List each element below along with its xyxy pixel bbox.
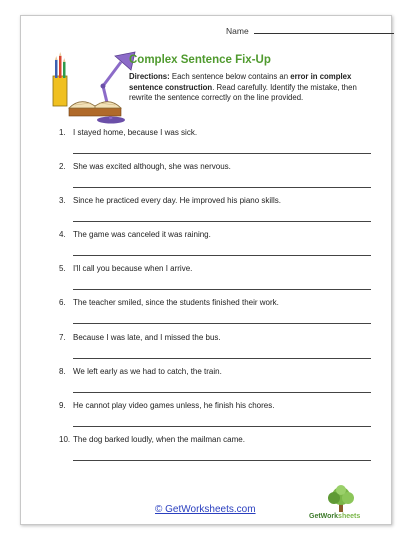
list-item xyxy=(59,363,371,397)
item-sentence: He cannot play video games unless, he finish his chores. xyxy=(73,400,275,410)
name-field-row xyxy=(226,26,394,36)
logo-text-a: GetWork xyxy=(309,513,339,520)
list-item xyxy=(59,431,371,465)
answer-line[interactable] xyxy=(73,187,371,188)
item-number: 5. xyxy=(59,264,66,274)
item-number: 4. xyxy=(59,230,66,240)
pencil-cup-icon xyxy=(53,52,67,106)
item-number: 10. xyxy=(59,434,71,444)
directions-text xyxy=(129,72,379,104)
item-number: 9. xyxy=(59,400,66,410)
sentence-list xyxy=(59,124,371,465)
desk-clipart-icon xyxy=(43,46,138,126)
list-item xyxy=(59,329,371,363)
answer-line[interactable] xyxy=(73,221,371,222)
item-number: 2. xyxy=(59,162,66,172)
name-line[interactable] xyxy=(254,26,394,34)
list-item xyxy=(59,192,371,226)
list-item xyxy=(59,124,371,158)
item-number: 8. xyxy=(59,366,66,376)
worksheet-page xyxy=(20,15,392,525)
item-sentence: She was excited although, she was nervous. xyxy=(73,162,231,172)
answer-line[interactable] xyxy=(73,255,371,256)
item-sentence: The game was canceled it was raining. xyxy=(73,230,211,240)
open-book-icon xyxy=(69,102,121,116)
item-sentence: I'll call you because when I arrive. xyxy=(73,264,193,274)
answer-line[interactable] xyxy=(73,323,371,324)
answer-line[interactable] xyxy=(73,289,371,290)
answer-line[interactable] xyxy=(73,460,371,461)
worksheet-title: Complex Sentence Fix-Up xyxy=(129,54,271,66)
answer-line[interactable] xyxy=(73,153,371,154)
list-item xyxy=(59,226,371,260)
item-number: 6. xyxy=(59,298,66,308)
item-number: 1. xyxy=(59,128,66,137)
directions-part2: . Read carefully. Identify the mistake, then rewrite the sentence correctly on the line provided. xyxy=(129,82,357,102)
item-number: 7. xyxy=(59,332,66,342)
item-sentence: The teacher smiled, since the students finished their work. xyxy=(73,298,279,308)
list-item xyxy=(59,158,371,192)
item-sentence: The dog barked loudly, when the mailman came. xyxy=(73,434,245,444)
name-label: Name xyxy=(226,26,249,36)
logo-text-b: sheets xyxy=(338,513,361,520)
list-item xyxy=(59,260,371,294)
list-item xyxy=(59,294,371,328)
logo-wordmark xyxy=(309,513,360,520)
directions-part1: Each sentence below contains an xyxy=(169,72,291,81)
answer-line[interactable] xyxy=(73,426,371,427)
directions-label: Directions: xyxy=(129,72,170,81)
item-sentence: Because I was late, and I missed the bus. xyxy=(73,332,221,342)
getworksheets-link[interactable]: © GetWorksheets.com xyxy=(155,504,256,515)
answer-line[interactable] xyxy=(73,358,371,359)
answer-line[interactable] xyxy=(73,392,371,393)
directions-emphasis: error in complex sentence construction xyxy=(129,72,352,92)
list-item xyxy=(59,397,371,431)
item-number: 3. xyxy=(59,196,66,206)
item-sentence: We left early as we had to catch, the train. xyxy=(73,366,222,376)
item-sentence: Since he practiced every day. He improved his piano skills. xyxy=(73,196,281,206)
item-sentence: I stayed home, because I was sick. xyxy=(73,128,198,137)
